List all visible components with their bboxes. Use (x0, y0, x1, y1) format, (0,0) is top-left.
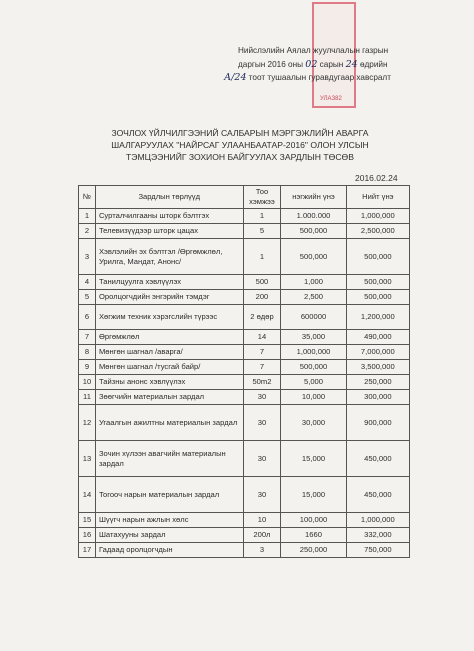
cell-total: 250,000 (346, 375, 409, 390)
appendix-line-1 (238, 44, 468, 58)
cell-number: 13 (79, 441, 96, 477)
table-row (79, 290, 410, 305)
cell-unit-price: 10,000 (281, 390, 346, 405)
cell-expense: Тайзны анонс хэвлүүлэх (95, 375, 243, 390)
appendix-note (224, 44, 468, 85)
cell-unit-price: 15,000 (281, 477, 346, 513)
cell-number: 4 (79, 275, 96, 290)
cell-expense: Оролцогчдийн энгэрийн тэмдэг (95, 290, 243, 305)
cell-quantity: 5 (243, 224, 281, 239)
table-row (79, 224, 410, 239)
table-row (79, 405, 410, 441)
cell-total: 450,000 (346, 477, 409, 513)
cell-quantity: 200л (243, 528, 281, 543)
cell-number: 10 (79, 375, 96, 390)
document-title (70, 127, 410, 163)
cell-number: 9 (79, 360, 96, 375)
cell-expense: Угаалгын ажилтны материалын зардал (95, 405, 243, 441)
table-row (79, 275, 410, 290)
cell-total: 900,000 (346, 405, 409, 441)
cell-total: 332,000 (346, 528, 409, 543)
title-line-2: ШАЛГАРУУЛАХ "НАЙРСАГ УЛААНБААТАР-2016" ОЛОН УЛСЫН (111, 140, 369, 150)
cell-expense: Шатахууны зардал (95, 528, 243, 543)
appendix-line-2 (238, 58, 468, 72)
cell-unit-price: 1660 (281, 528, 346, 543)
appendix-line-1-text: Нийслэлийн Аялал жуулчлалын газрын (238, 46, 389, 55)
cell-quantity: 14 (243, 330, 281, 345)
table-row (79, 209, 410, 224)
table-row (79, 513, 410, 528)
appendix-line-3 (224, 71, 468, 85)
cell-number: 11 (79, 390, 96, 405)
cell-number: 15 (79, 513, 96, 528)
cell-number: 16 (79, 528, 96, 543)
cell-quantity: 50m2 (243, 375, 281, 390)
table-row (79, 305, 410, 330)
cell-number: 14 (79, 477, 96, 513)
header-number: № (79, 186, 96, 209)
appendix-line-3-post: тоот тушаалын гуравдугаар хавсралт (248, 73, 391, 82)
cell-expense: Хөгжим техник хэрэгслийн түрээс (95, 305, 243, 330)
cell-expense: Телевизүүдээр шторк цацах (95, 224, 243, 239)
stamp-text: УЛАЗ82 (320, 96, 342, 102)
cell-expense: Мөнгөн шагнал /аварга/ (95, 345, 243, 360)
cell-expense: Танилцуулга хэвлүүлэх (95, 275, 243, 290)
cell-quantity: 30 (243, 477, 281, 513)
cell-unit-price: 1,000,000 (281, 345, 346, 360)
cell-number: 7 (79, 330, 96, 345)
cell-total: 1,200,000 (346, 305, 409, 330)
cell-expense: Зочин хүлээн авагчийн материалын зардал (95, 441, 243, 477)
header-quantity: Тоо хэмжээ (243, 186, 281, 209)
table-row (79, 239, 410, 275)
cell-unit-price: 5,000 (281, 375, 346, 390)
cell-total: 1,000,000 (346, 513, 409, 528)
cell-unit-price: 15,000 (281, 441, 346, 477)
cell-quantity: 30 (243, 441, 281, 477)
cell-total: 2,500,000 (346, 224, 409, 239)
cell-unit-price: 500,000 (281, 239, 346, 275)
table-header-row (79, 186, 410, 209)
cell-total: 500,000 (346, 290, 409, 305)
cell-number: 1 (79, 209, 96, 224)
cell-unit-price: 1.000.000 (281, 209, 346, 224)
cell-quantity: 7 (243, 345, 281, 360)
header-expense-type: Зардлын төрлүүд (95, 186, 243, 209)
cell-unit-price: 500,000 (281, 360, 346, 375)
cell-number: 6 (79, 305, 96, 330)
cell-expense: Мөнгөн шагнал /тусгай байр/ (95, 360, 243, 375)
cell-total: 450,000 (346, 441, 409, 477)
cell-number: 8 (79, 345, 96, 360)
cell-number: 3 (79, 239, 96, 275)
cell-expense: Гадаад оролцогчдын (95, 543, 243, 558)
cell-expense: Зөөгчийн материалын зардал (95, 390, 243, 405)
cell-number: 17 (79, 543, 96, 558)
table-row (79, 477, 410, 513)
cell-unit-price: 35,000 (281, 330, 346, 345)
header-unit-price: нэгжийн үнэ (281, 186, 346, 209)
cell-quantity: 10 (243, 513, 281, 528)
cell-unit-price: 2,500 (281, 290, 346, 305)
table-row (79, 390, 410, 405)
budget-table (78, 185, 410, 558)
cell-number: 5 (79, 290, 96, 305)
cell-quantity: 30 (243, 405, 281, 441)
table-row (79, 528, 410, 543)
cell-total: 750,000 (346, 543, 409, 558)
cell-number: 12 (79, 405, 96, 441)
cell-quantity: 7 (243, 360, 281, 375)
cell-total: 490,000 (346, 330, 409, 345)
cell-total: 7,000,000 (346, 345, 409, 360)
handwritten-month: 02 (305, 58, 318, 70)
handwritten-day: 24 (345, 58, 358, 70)
cell-total: 3,500,000 (346, 360, 409, 375)
appendix-line-2-pre: даргын 2016 оны (238, 59, 304, 69)
title-line-3: ТЭМЦЭЭНИЙГ ЗОХИОН БАЙГУУЛАХ ЗАРДЛЫН ТӨСӨВ (126, 152, 354, 162)
cell-total: 300,000 (346, 390, 409, 405)
document-date: 2016.02.24 (355, 173, 398, 183)
cell-expense: Шүүгч нарын ажлын хөлс (95, 513, 243, 528)
title-line-1: ЗОЧЛОХ ҮЙЛЧИЛГЭЭНИЙ САЛБАРЫН МЭРГЭЖЛИЙН АВАРГА (111, 128, 369, 138)
table-row (79, 330, 410, 345)
cell-number: 2 (79, 224, 96, 239)
cell-quantity: 30 (243, 390, 281, 405)
table-row (79, 441, 410, 477)
cell-total: 500,000 (346, 275, 409, 290)
cell-unit-price: 100,000 (281, 513, 346, 528)
handwritten-order-number: А/24 (224, 72, 247, 83)
table-row (79, 345, 410, 360)
cell-quantity: 3 (243, 543, 281, 558)
cell-expense: Тогооч нарын материалын зардал (95, 477, 243, 513)
header-total: Нийт үнэ (346, 186, 409, 209)
cell-total: 500,000 (346, 239, 409, 275)
cell-quantity: 2 өдөр (243, 305, 281, 330)
cell-unit-price: 30,000 (281, 405, 346, 441)
cell-quantity: 1 (243, 209, 281, 224)
appendix-line-2-mid: сарын (319, 59, 344, 69)
cell-expense: Сурталчилгааны шторк бэлтгэх (95, 209, 243, 224)
cell-total: 1,000,000 (346, 209, 409, 224)
appendix-line-2-post: өдрийн (359, 59, 388, 69)
cell-quantity: 1 (243, 239, 281, 275)
cell-quantity: 200 (243, 290, 281, 305)
cell-unit-price: 600000 (281, 305, 346, 330)
table-row (79, 543, 410, 558)
cell-unit-price: 1,000 (281, 275, 346, 290)
table-row (79, 375, 410, 390)
cell-expense: Хэвлэлийн эх бэлтгэл /Өргөмжлөл, Урилга, Мандат, Анонс/ (95, 239, 243, 275)
cell-expense: Өргөмжлөл (95, 330, 243, 345)
table-row (79, 360, 410, 375)
cell-unit-price: 500,000 (281, 224, 346, 239)
cell-quantity: 500 (243, 275, 281, 290)
cell-unit-price: 250,000 (281, 543, 346, 558)
